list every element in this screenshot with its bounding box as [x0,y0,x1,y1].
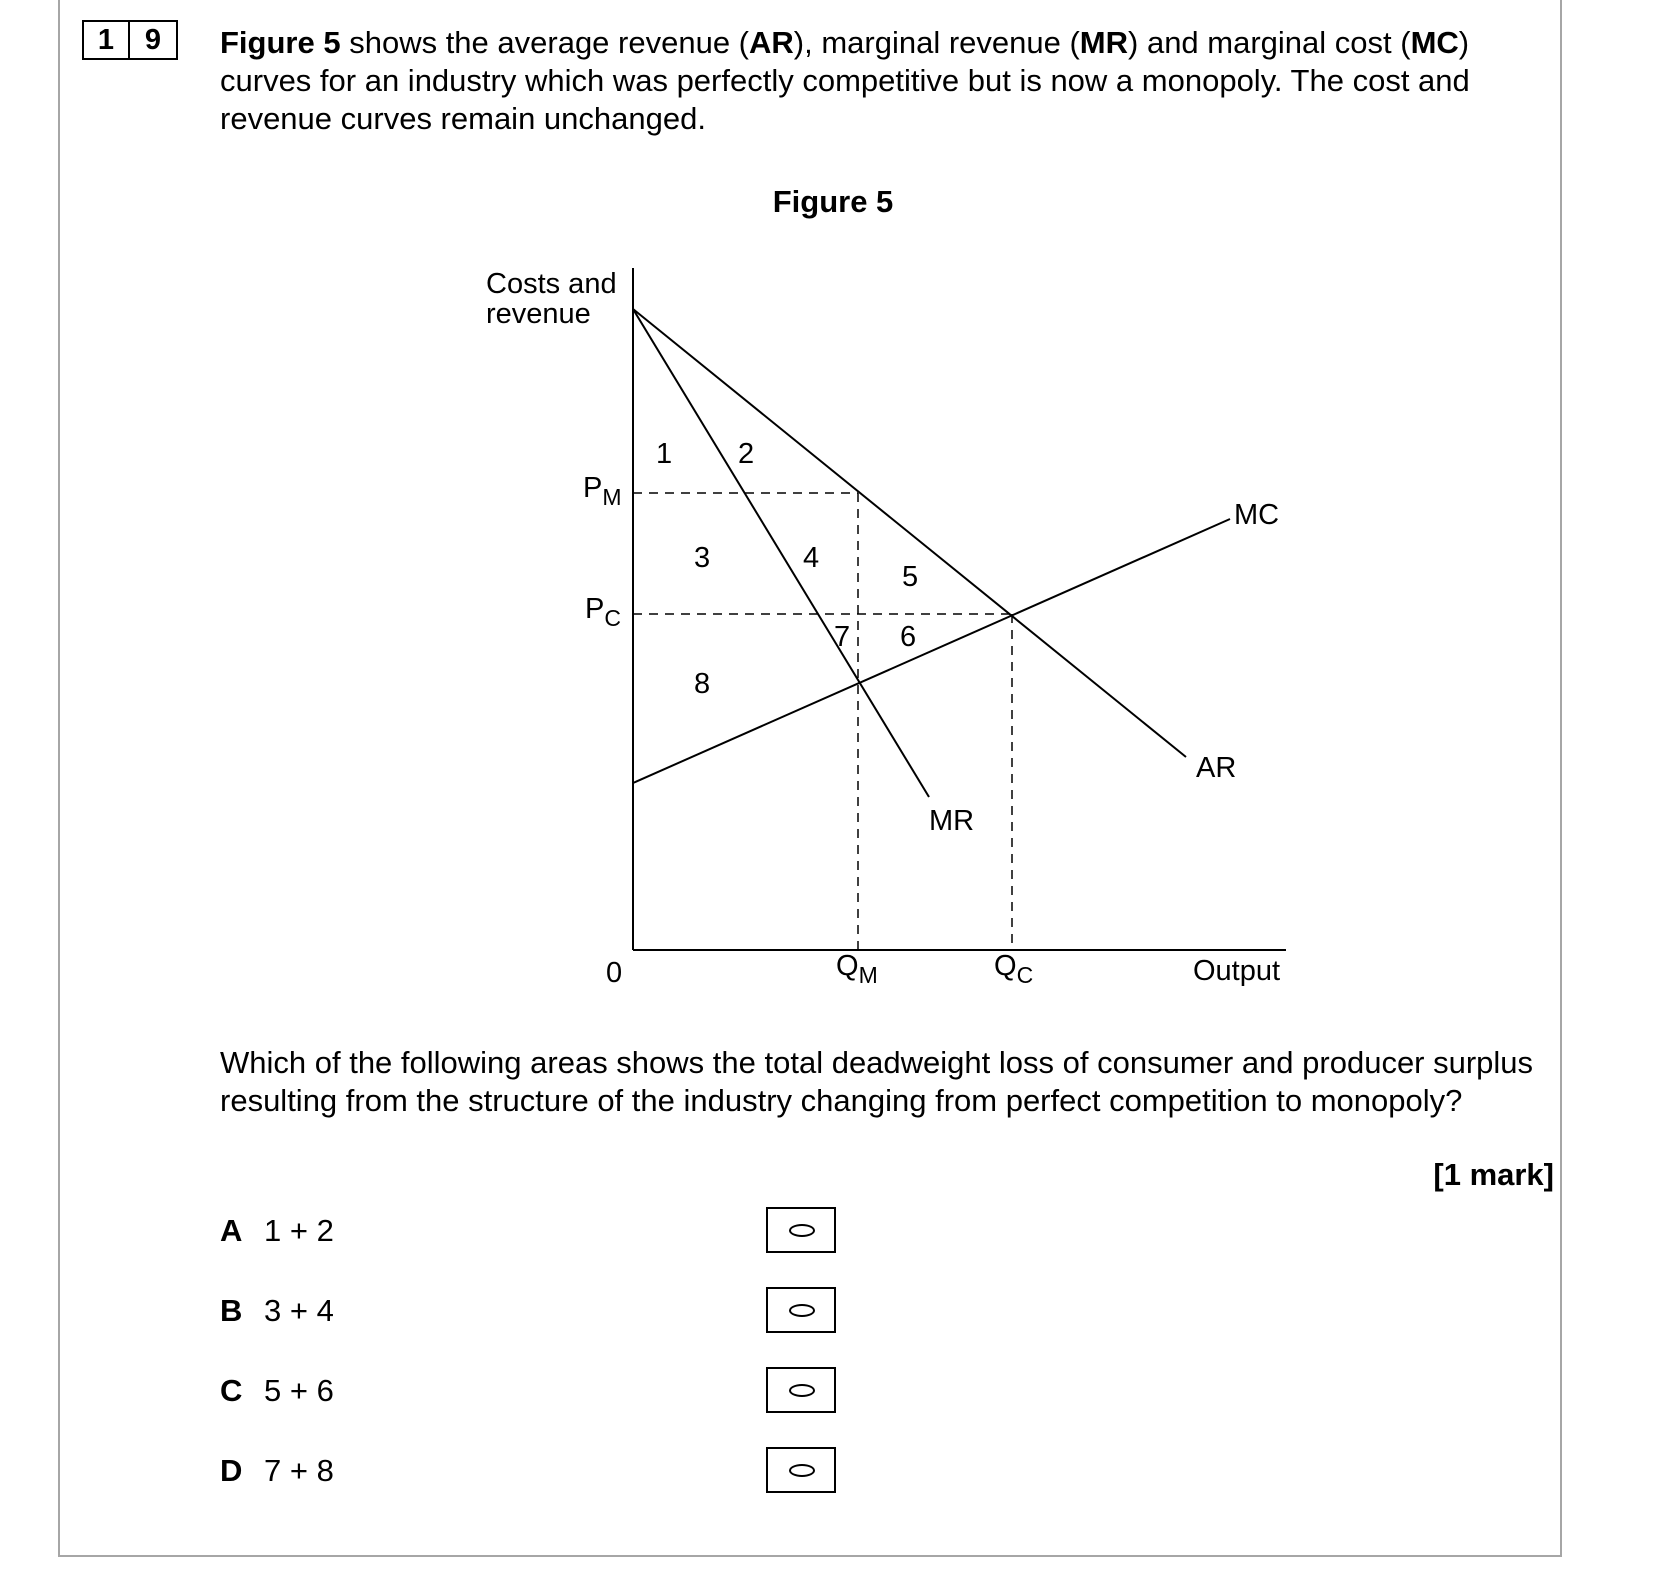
option-d-answer-box[interactable] [766,1447,836,1493]
option-d [220,1453,334,1489]
y-axis-label-line-1: Costs and [486,268,617,300]
answer-oval-icon [789,1304,815,1317]
ar-label: AR [1196,752,1237,784]
mc-curve [633,519,1230,783]
area-label-2: 2 [738,438,755,470]
option-c [220,1373,334,1409]
intro-run: ) and marginal cost ( [1128,25,1411,60]
option-a [220,1213,334,1249]
question-number-digit-2: 9 [130,20,178,60]
option-b-answer-box[interactable] [766,1287,836,1333]
x-axis-label: Output [1193,955,1281,987]
option-b-text: 3 + 4 [264,1293,334,1328]
option-c-letter: C [220,1373,243,1408]
answer-oval-icon [789,1384,815,1397]
area-label-5: 5 [902,561,919,593]
price-label-pm: $P_M$ [583,472,622,510]
mr-label: MR [929,805,975,837]
mc-label: MC [1234,499,1280,531]
area-label-7: 7 [834,621,851,653]
intro-run: ), marginal revenue ( [793,25,1080,60]
option-c-answer-box[interactable] [766,1367,836,1413]
intro-run: MR [1079,25,1129,60]
intro-run: shows the average revenue ( [340,25,749,60]
mr-curve [633,309,929,797]
question-number-digit-1: 1 [82,20,130,60]
option-a-letter: A [220,1213,243,1248]
option-d-letter: D [220,1453,243,1488]
area-label-3: 3 [694,542,711,574]
option-c-text: 5 + 6 [264,1373,334,1408]
quantity-label-qc: $Q_C$ [994,950,1034,988]
area-label-8: 8 [694,668,711,700]
origin-label: 0 [606,957,623,989]
answer-oval-icon [789,1224,815,1237]
option-d-text: 7 + 8 [264,1453,334,1488]
quantity-label-qm: $Q_M$ [836,950,878,988]
intro-run: ) curves for an industry which was perfectly competitive but is now a monopoly. The cost and revenue curves remain unchanged. [220,25,1470,136]
area-label-1: 1 [656,438,673,470]
option-a-answer-box[interactable] [766,1207,836,1253]
price-label-pc: $P_C$ [585,593,621,631]
mark-allocation: [1 mark] [1433,1157,1554,1192]
question-text: Which of the following areas shows the total deadweight loss of consumer and producer surplus resulting from the structure of the industry changing from perfect competition to monopoly? [220,1045,1534,1118]
intro-run: AR [749,25,794,60]
option-a-text: 1 + 2 [264,1213,334,1248]
y-axis-label-line-2: revenue [486,298,591,330]
area-label-4: 4 [803,542,820,574]
option-b [220,1293,334,1329]
option-b-letter: B [220,1293,243,1328]
intro-run: MC [1410,25,1459,60]
figure-title: Figure 5 [772,184,894,219]
area-label-6: 6 [900,621,917,653]
answer-oval-icon [789,1464,815,1477]
ar-curve [633,309,1186,757]
intro-run: Figure 5 [220,25,341,60]
